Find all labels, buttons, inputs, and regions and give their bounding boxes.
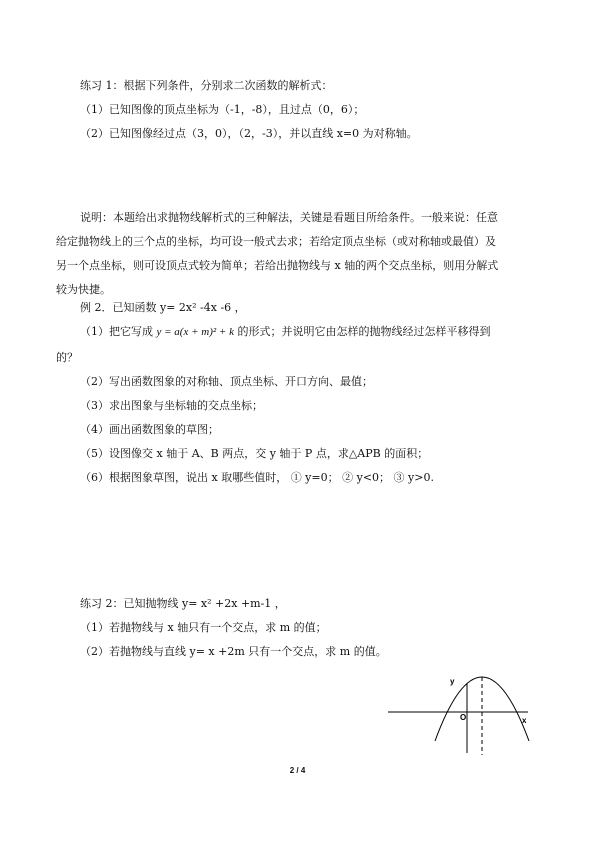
practice2-item2: （2）若抛物线与直线 y= x +2m 只有一个交点，求 m 的值。: [80, 645, 387, 658]
page-number: 2 / 4: [289, 766, 306, 775]
note-line4: 较为快捷。: [56, 283, 111, 296]
practice2-item1: （1）若抛物线与 x 轴只有一个交点，求 m 的值；: [80, 621, 327, 634]
example2-title: 例 2．已知函数 y= 2x² -4x -6 ，: [80, 301, 246, 314]
example2-item3: （3）求出图象与坐标轴的交点坐标；: [80, 399, 263, 412]
note-line3: 另一个点坐标，则可设顶点式较为简单；若给出抛物线与 x 轴的两个交点坐标，则用分解式: [56, 259, 499, 272]
example2-item5: （5）设图像交 x 轴于 A、B 两点，交 y 轴于 P 点，求△APB 的面积；: [80, 447, 429, 460]
note-line1: 说明：本题给出求抛物线解析式的三种解法，关键是看题目所给条件。一般来说：任意: [80, 211, 498, 224]
example2-item1-suffix: 的形式；并说明它由怎样的抛物线经过怎样平移得到: [237, 325, 491, 338]
example2-item4: （4）画出函数图象的草图；: [80, 423, 219, 436]
example2-item1: [80, 324, 490, 340]
practice1-title: 练习 1：根据下列条件，分别求二次函数的解析式：: [80, 79, 333, 92]
y-axis-label: y: [450, 677, 455, 686]
origin-label: O: [460, 713, 467, 722]
example2-item2: （2）写出函数图象的对称轴、顶点坐标、开口方向、最值；: [80, 375, 373, 388]
parabola-graph: [388, 665, 538, 757]
practice1-item2: （2）已知图像经过点（3，0），（2，-3），并以直线 x=0 为对称轴。: [80, 127, 418, 140]
practice1-item1: （1）已知图像的顶点坐标为（-1，-8），且过点（0，6）；: [80, 103, 365, 116]
example2-item1-continued: 的？: [56, 351, 78, 364]
example2-item6: （6）根据图象草图，说出 x 取哪些值时， ① y=0； ② y<0； ③ y>0.: [80, 471, 434, 484]
note-line2: 给定抛物线上的三个点的坐标，均可设一般式去求；若给定顶点坐标（或对称轴或最值）及: [56, 235, 496, 248]
x-axis-label: x: [522, 716, 527, 725]
example2-item1-prefix: （1）把它写成: [80, 325, 153, 338]
practice2-title: 练习 2：已知抛物线 y= x² +2x +m-1 ，: [80, 597, 286, 610]
vertex-form-formula: y = a(x + m)² + k: [156, 326, 234, 338]
